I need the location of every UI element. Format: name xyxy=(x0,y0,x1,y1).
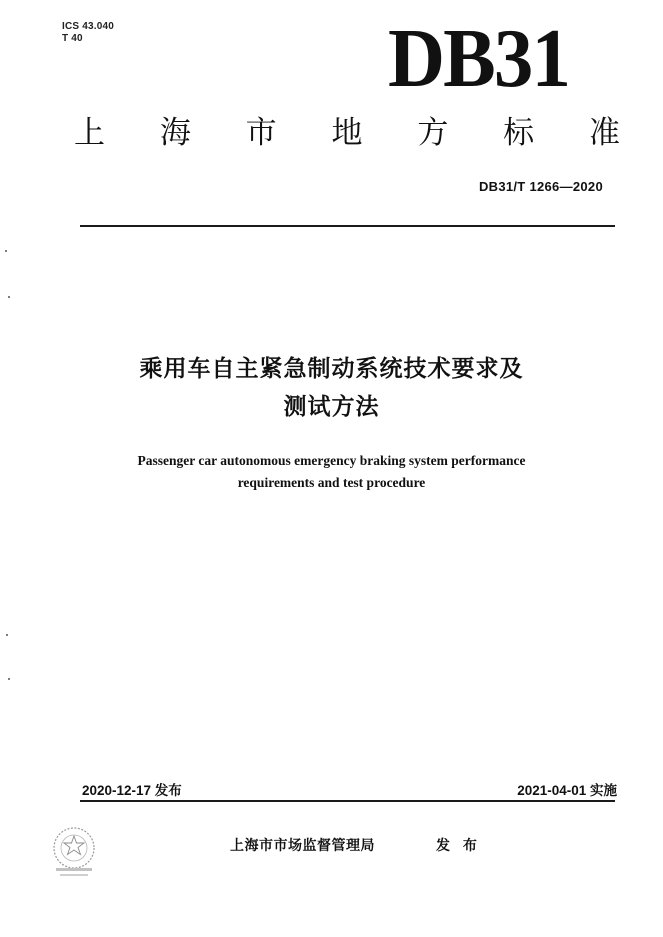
issue-date: 2020-12-17 发布 xyxy=(82,783,182,798)
scan-speck xyxy=(8,296,10,298)
scan-speck xyxy=(6,634,8,636)
standard-type xyxy=(74,113,620,153)
standard-type-char: 上 xyxy=(74,115,105,151)
scan-speck xyxy=(8,678,10,680)
ics-code: ICS 43.040 xyxy=(62,21,115,32)
standard-type-char: 准 xyxy=(588,115,620,151)
chinese-title-line-1: 乘用车自主紧急制动系统技术要求及 xyxy=(139,356,524,382)
english-title-line-1: Passenger car autonomous emergency braking system performance xyxy=(137,453,526,468)
chinese-title-line-2: 测试方法 xyxy=(283,394,380,420)
publisher-seal-icon xyxy=(42,822,106,882)
implementation-date: 2021-04-01 实施 xyxy=(517,783,617,798)
db-logo: DB31 xyxy=(388,12,570,105)
standard-number: DB31/T 1266—2020 xyxy=(478,179,603,194)
chinese-title xyxy=(40,350,623,426)
top-divider xyxy=(80,225,615,227)
standard-type-char: 方 xyxy=(417,115,449,151)
publish-label: 发 布 xyxy=(436,838,481,854)
standard-type-char: 地 xyxy=(331,115,363,151)
standard-type-char: 市 xyxy=(245,115,277,151)
english-title xyxy=(40,450,623,494)
standard-type-char: 海 xyxy=(159,115,191,151)
t-code: T 40 xyxy=(62,33,83,44)
bottom-divider xyxy=(80,800,615,802)
standard-type-char: 标 xyxy=(503,115,535,151)
publisher-name: 上海市市场监督管理局 xyxy=(230,838,375,854)
english-title-line-2: requirements and test procedure xyxy=(237,475,426,490)
scan-speck xyxy=(5,250,7,252)
